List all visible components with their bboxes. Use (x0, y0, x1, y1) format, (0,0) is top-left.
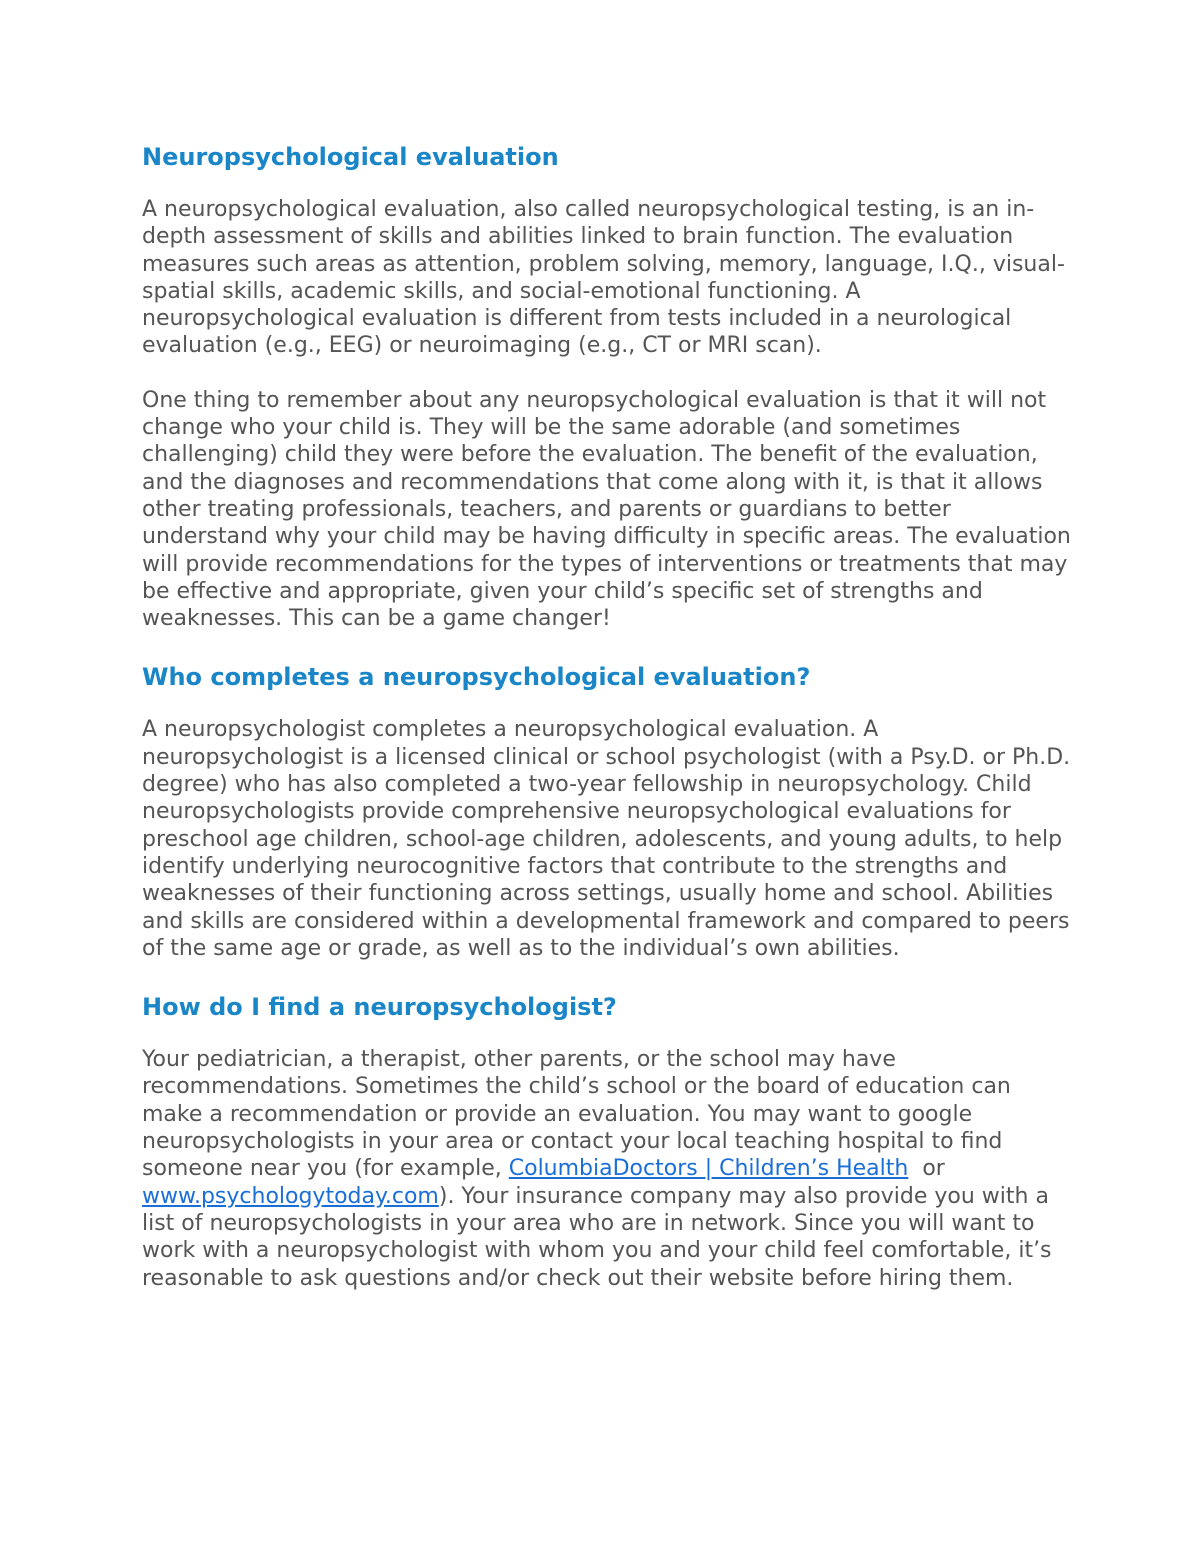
paragraph-find-text-1: Your pediatrician, a therapist, other parents, or the school may have recommendations. Sometimes the child’s school or the board of education can make a recommendation or provide an evaluation. You may want to google neuropsychologists in your area or contact your local teaching hospital to find someone near you (for example, (142, 1047, 1011, 1182)
link-columbiadoctors[interactable]: ColumbiaDoctors | Children’s Health (508, 1156, 909, 1182)
paragraph-remember: One thing to remember about any neuropsychological evaluation is that it will not change who your child is. They will be the same adorable (and sometimes challenging) child they were before the evaluation. The benefit of the evaluation, and the diagnoses and recommendations that come along with it, is that it allows other treating professionals, teachers, and parents or guardians to better understand why your child may be having difficulty in specific areas. The evaluation will provide recommendations for the types of interventions or treatments that may be effective and appropriate, given your child’s specific set of strengths and weaknesses. This can be a game changer! (142, 387, 1071, 632)
paragraph-find-text-2: or (908, 1156, 952, 1182)
section-heading-how-to-find: How do I find a neuropsychologist? (142, 993, 617, 1022)
section-heading-neuropsychological-evaluation: Neuropsychological evaluation (142, 143, 559, 171)
paragraph-neuropsychologist: A neuropsychologist completes a neuropsychological evaluation. A neuropsychologist is a licensed clinical or school psychologist (with a Psy.D. or Ph.D. degree) who has also completed a two-year fellowship in neuropsychology. Child neuropsychologists provide comprehensive neuropsychological evaluations for preschool age children, school-age children, adolescents, and young adults, to help identify underlying neurocognitive factors that contribute to the strengths and weaknesses of their functioning across settings, usually home and school. Abilities and skills are considered within a developmental framework and compared to peers of the same age or grade, as well as to the individual’s own abilities. (142, 717, 1071, 961)
paragraph-definition: A neuropsychological evaluation, also called neuropsychological testing, is an in-depth assessment of skills and abilities linked to brain function. The evaluation measures such areas as attention, problem solving, memory, language, I.Q., visual-spatial skills, academic skills, and social-emotional functioning. A neuropsychological evaluation is different from tests included in a neurological evaluation (e.g., EEG) or neuroimaging (e.g., CT or MRI scan). (142, 197, 1065, 359)
paragraph-find-text-3: ). Your insurance company may also provide you with a list of neuropsychologists in your area who are in network. Since you will want to work with a neuropsychologist with whom you and your child feel comfortable, it’s reasonable to ask questions and/or check out their website before hiring them. (142, 1183, 1052, 1291)
link-psychologytoday[interactable]: www.psychologytoday.com (142, 1183, 439, 1209)
paragraph-find (142, 1046, 1072, 1292)
document-page (142, 140, 1072, 1292)
section-heading-who-completes: Who completes a neuropsychological evaluation? (142, 663, 811, 692)
